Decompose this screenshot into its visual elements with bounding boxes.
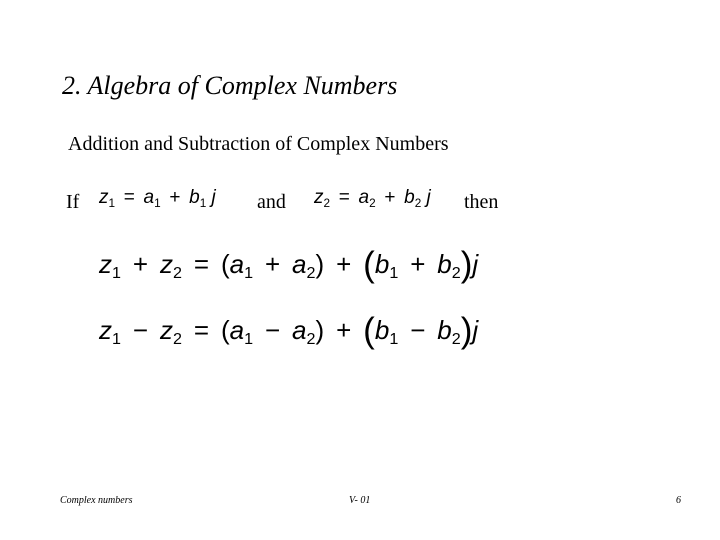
slide-subtitle: Addition and Subtraction of Complex Numbers bbox=[68, 133, 449, 155]
subscript: 2 bbox=[323, 196, 331, 210]
plus-sign: + bbox=[336, 249, 352, 279]
plus-sign: + bbox=[410, 249, 426, 279]
footer-topic: Complex numbers bbox=[60, 495, 133, 506]
subscript: 2 bbox=[451, 330, 461, 349]
plus-sign: + bbox=[384, 187, 396, 208]
subscript: 2 bbox=[414, 196, 422, 210]
right-paren: ) bbox=[460, 310, 473, 350]
footer-version: V- 01 bbox=[349, 495, 371, 506]
plus-sign: + bbox=[336, 315, 352, 345]
subscript: 2 bbox=[451, 264, 461, 283]
z2-definition-equation bbox=[314, 186, 431, 210]
plus-sign: + bbox=[169, 187, 181, 208]
z-symbol: z bbox=[314, 187, 324, 208]
subscript: 2 bbox=[306, 264, 316, 283]
subscript: 1 bbox=[244, 264, 254, 283]
b-symbol: b bbox=[189, 187, 200, 208]
subscript: 1 bbox=[199, 196, 207, 210]
a-symbol: a bbox=[292, 315, 307, 345]
left-paren: ( bbox=[363, 310, 375, 350]
a-symbol: a bbox=[229, 315, 245, 345]
subscript: 1 bbox=[154, 196, 161, 210]
b-symbol: b bbox=[404, 187, 415, 208]
equals-sign: = bbox=[123, 187, 135, 208]
equals-sign: = bbox=[338, 187, 350, 208]
subscript: 2 bbox=[172, 330, 182, 349]
z-symbol: z bbox=[99, 315, 112, 345]
left-paren: ( bbox=[220, 315, 230, 345]
subscript: 1 bbox=[389, 264, 399, 283]
difference-equation bbox=[99, 310, 479, 350]
z-symbol: z bbox=[159, 249, 173, 279]
j-symbol: j bbox=[211, 187, 216, 208]
j-symbol: j bbox=[472, 249, 479, 279]
b-symbol: b bbox=[374, 249, 390, 279]
subscript: 1 bbox=[112, 264, 121, 283]
subscript: 1 bbox=[244, 330, 254, 349]
subscript: 2 bbox=[306, 330, 316, 349]
slide-title: 2. Algebra of Complex Numbers bbox=[62, 71, 398, 100]
and-word: and bbox=[257, 191, 286, 213]
left-paren: ( bbox=[363, 244, 375, 284]
subscript: 2 bbox=[172, 264, 182, 283]
z-symbol: z bbox=[159, 315, 173, 345]
j-symbol: j bbox=[426, 187, 431, 208]
subscript: 1 bbox=[108, 196, 116, 210]
plus-sign: + bbox=[132, 249, 149, 279]
subscript: 2 bbox=[369, 196, 376, 210]
z-symbol: z bbox=[99, 187, 109, 208]
a-symbol: a bbox=[229, 249, 245, 279]
equals-sign: = bbox=[193, 315, 210, 345]
z1-definition-equation bbox=[99, 186, 216, 210]
then-word: then bbox=[464, 191, 499, 213]
equals-sign: = bbox=[193, 249, 210, 279]
left-paren: ( bbox=[220, 249, 230, 279]
plus-sign: + bbox=[264, 249, 281, 279]
if-word: If bbox=[66, 191, 80, 213]
subscript: 1 bbox=[389, 330, 399, 349]
z-symbol: z bbox=[99, 249, 112, 279]
right-paren: ) bbox=[460, 244, 473, 284]
minus-sign: − bbox=[410, 315, 426, 345]
right-paren: ) bbox=[315, 249, 325, 279]
minus-sign: − bbox=[264, 315, 281, 345]
subscript: 1 bbox=[112, 330, 121, 349]
b-symbol: b bbox=[374, 315, 390, 345]
minus-sign: − bbox=[132, 315, 149, 345]
a-symbol: a bbox=[292, 249, 307, 279]
b-symbol: b bbox=[437, 315, 452, 345]
page-number: 6 bbox=[676, 495, 681, 506]
sum-equation bbox=[99, 244, 479, 284]
right-paren: ) bbox=[315, 315, 325, 345]
a-symbol: a bbox=[358, 187, 370, 208]
a-symbol: a bbox=[143, 187, 155, 208]
j-symbol: j bbox=[472, 315, 479, 345]
b-symbol: b bbox=[437, 249, 452, 279]
